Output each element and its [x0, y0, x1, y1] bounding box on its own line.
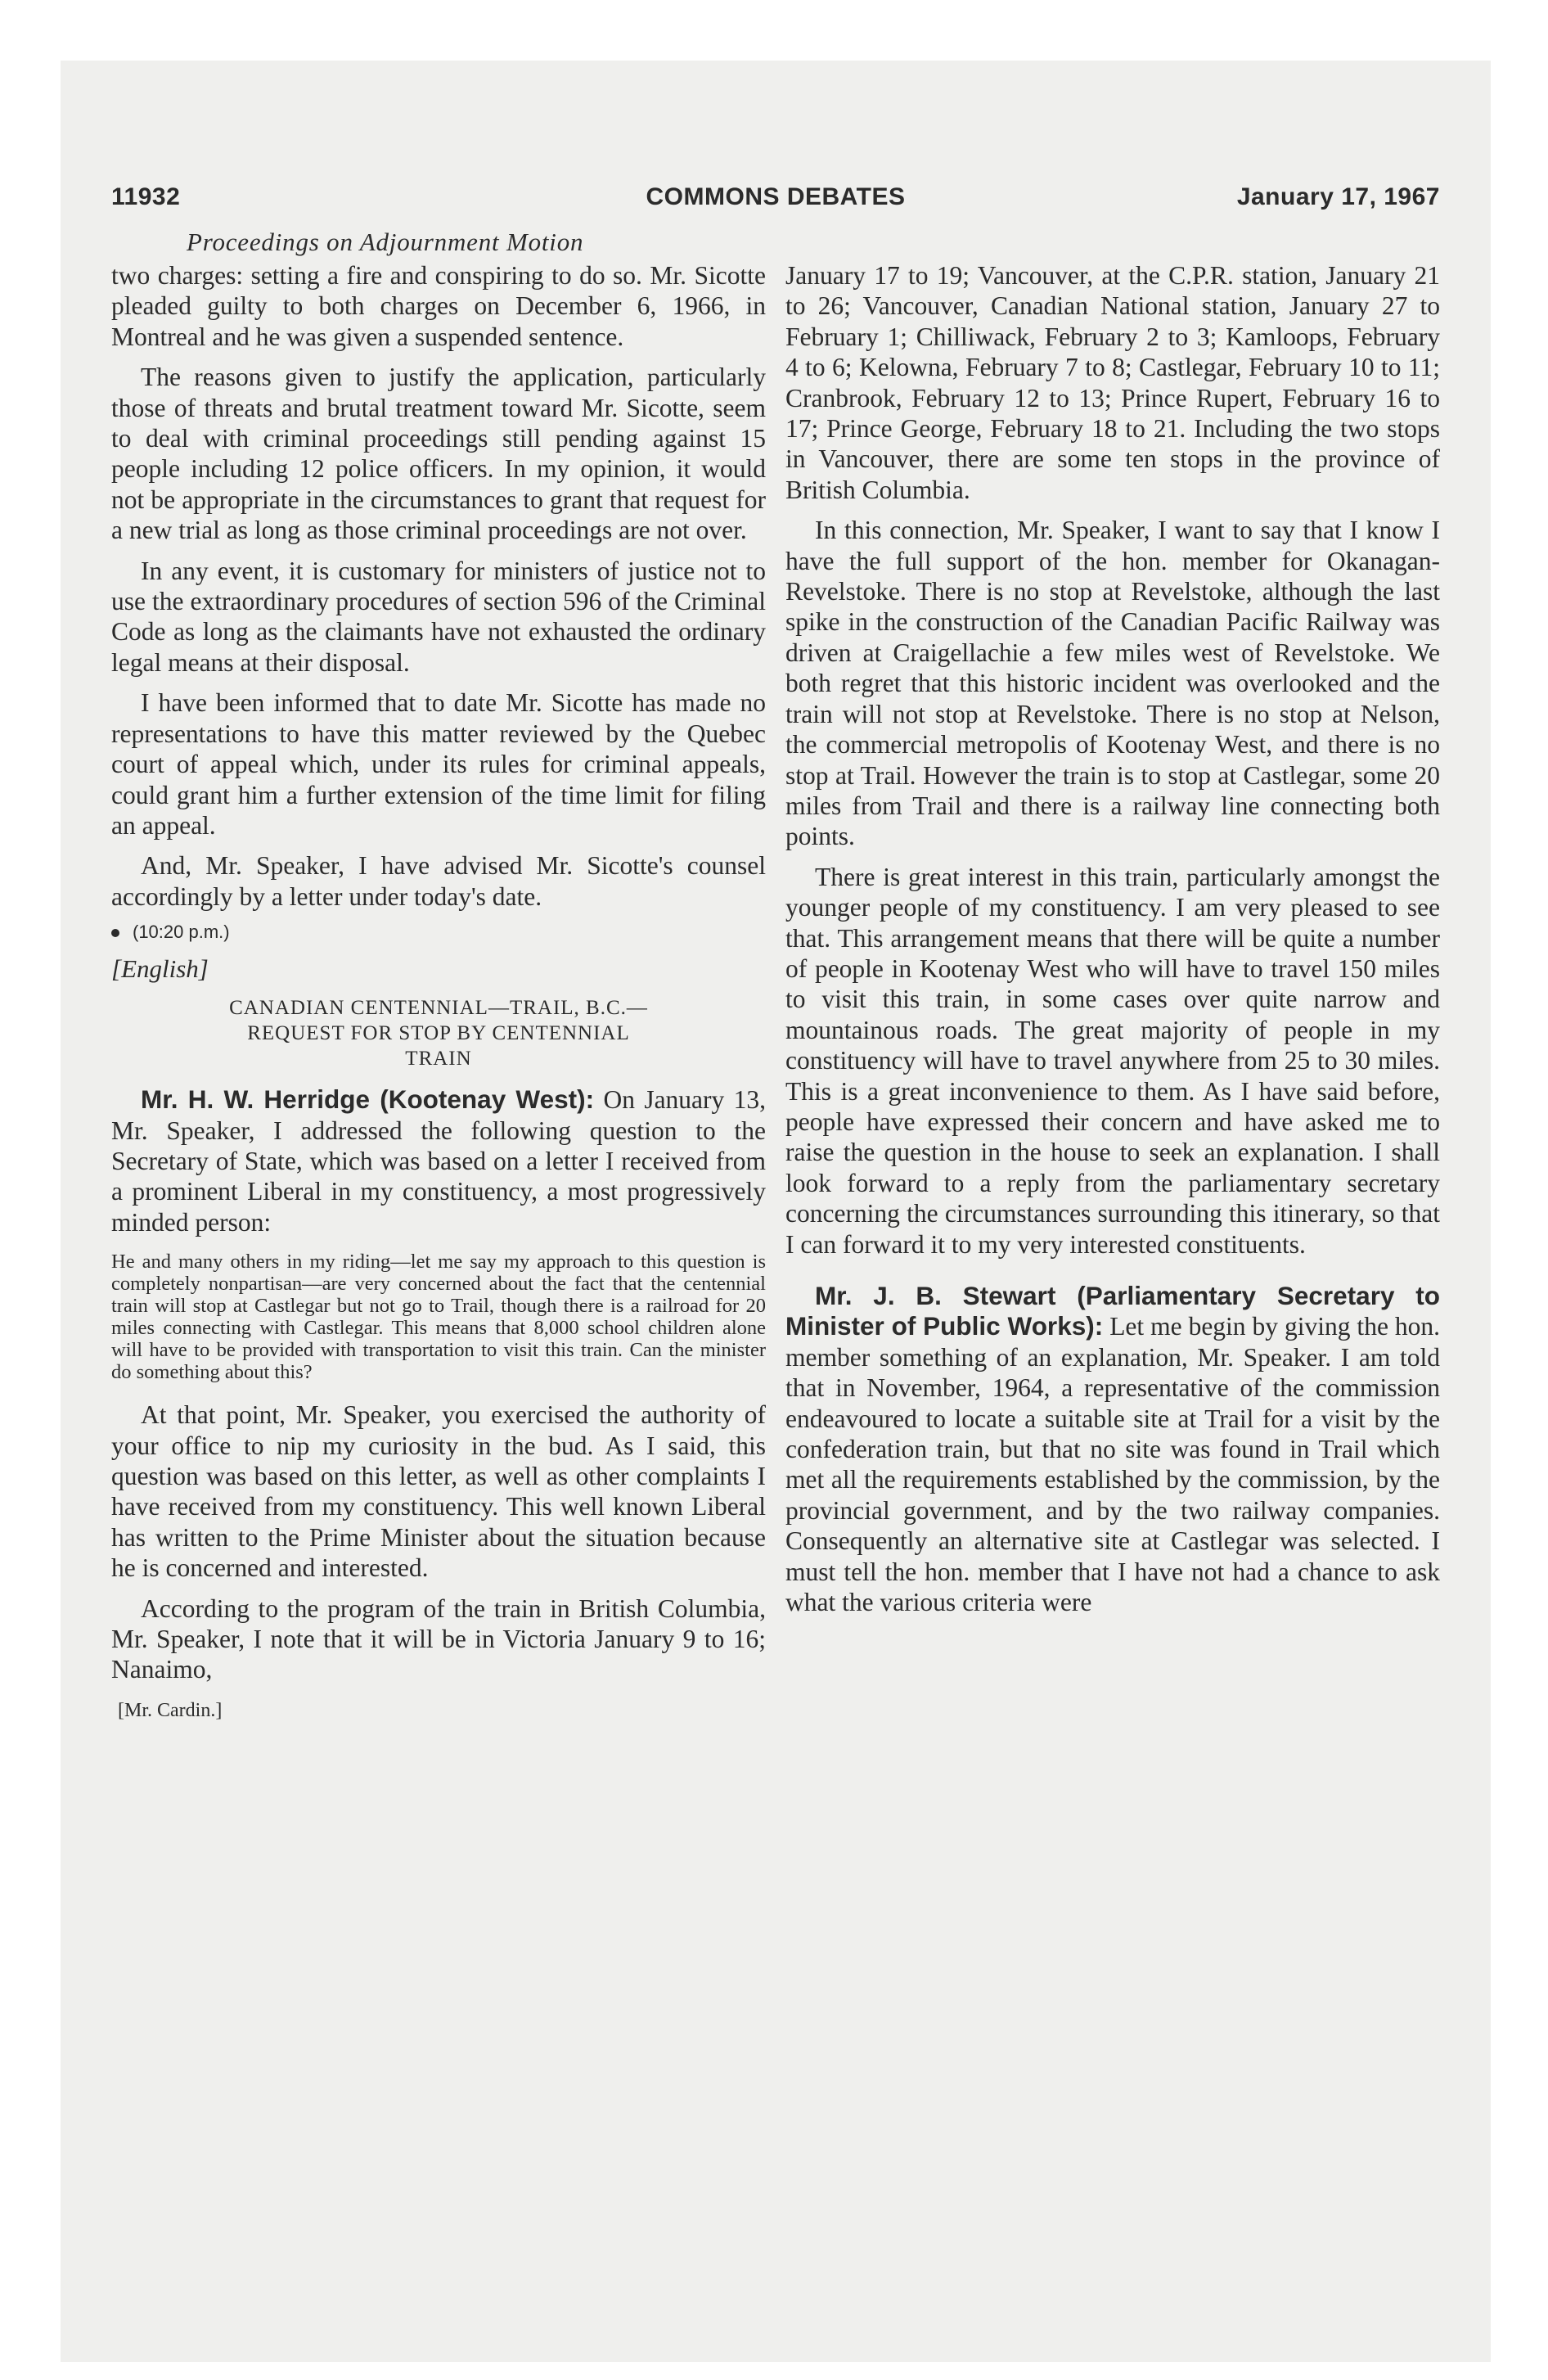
- publication-title: COMMONS DEBATES: [646, 183, 906, 210]
- left-paragraph-3: In any event, it is customary for ministers of justice not to use the extraordinary procedures of section 596 of the Criminal Code as long as the claimants have not exhausted the ordinary legal means at their disposal.: [111, 556, 766, 677]
- speech-text: On January 13, Mr. Speaker, I addressed the following question to the Secretary of State, which was based on a letter I received from a prominent Liberal in my constituency, a most progressively minded person:: [111, 1085, 767, 1237]
- heading-line-1: CANADIAN CENTENNIAL—TRAIL, B.C.—: [229, 997, 648, 1020]
- left-paragraph-8: According to the program of the train in British Columbia, Mr. Speaker, I note that it will be in Victoria January 9 to 16; Nanaimo,: [111, 1593, 766, 1684]
- speaker-name: Mr. J. B. Stewart (Parliamentary Secretary to Minister of Public Works):: [785, 1281, 1440, 1341]
- time-marker: [111, 922, 766, 943]
- section-heading: [111, 995, 766, 1071]
- footer-note: [Mr. Cardin.]: [118, 1699, 223, 1721]
- left-paragraph-5: And, Mr. Speaker, I have advised Mr. Sicotte's counsel accordingly by a letter under today's date.: [111, 851, 766, 911]
- speaker-name: Mr. H. W. Herridge (Kootenay West):: [141, 1084, 595, 1115]
- page-number: 11932: [111, 183, 181, 210]
- quoted-letter: He and many others in my riding—let me say my approach to this question is completely nonpartisan—are very concerned about the fact that the centennial train will stop at Castlegar but not go to Trail, though there is a railroad for 20 miles connecting with Castlegar. This means that 8,000 school children alone will have to be provided with transportation to visit this train. Can the minister do something about this?: [111, 1251, 766, 1384]
- time-text: (10:20 p.m.): [133, 922, 230, 943]
- page-header: [111, 183, 1440, 224]
- left-column: [111, 260, 766, 1722]
- right-paragraph-4: [785, 1281, 1440, 1617]
- page-date: January 17, 1967: [1236, 183, 1440, 210]
- left-paragraph-2: The reasons given to justify the application, particularly those of threats and brutal treatment toward Mr. Sicotte, seem to deal with criminal proceedings still pending against 15 people including 12 police officers. In my opinion, it would not be appropriate in the circumstances to grant that request for a new trial as long as those criminal proceedings are not over.: [111, 363, 766, 545]
- language-marker: [English]: [111, 954, 209, 984]
- left-paragraph-6: [111, 1084, 766, 1237]
- right-paragraph-1: January 17 to 19; Vancouver, at the C.P.R. station, January 21 to 26; Vancouver, Canadian National station, January 27 to February 1; Chilliwack, February 2 to 3; Kamloops, February 4 to 6; Kelowna, February 7 to 8; Castlegar, February 10 to 11; Cranbrook, February 12 to 13; Prince Rupert, February 16 to 17; Prince George, February 18 to 21. Including the two stops in Vancouver, there are some ten stops in the province of British Columbia.: [785, 261, 1440, 504]
- document-page: [111, 183, 1441, 1721]
- heading-line-3: TRAIN: [405, 1048, 472, 1071]
- right-column: [785, 260, 1440, 1627]
- speech-text: Let me begin by giving the hon. member something of an explanation, Mr. Speaker. I am told that in November, 1964, a representative of the commission endeavoured to locate a suitable site at Trail for a visit by the confederation train, but that no site was found in Trail which met all the requirements established by the commission, by the provincial government, and by the two railway companies. Consequently an alternative site at Castlegar was selected. I must tell the hon. member that I have not had a chance to ask what the various criteria were: [785, 1312, 1441, 1617]
- bullet-icon: [111, 929, 119, 937]
- left-paragraph-4: I have been informed that to date Mr. Sicotte has made no representations to have this matter reviewed by the Quebec court of appeal which, under its rules for criminal appeals, could grant him a further extension of the time limit for filing an appeal.: [111, 688, 766, 840]
- heading-line-2: REQUEST FOR STOP BY CENTENNIAL: [247, 1022, 630, 1045]
- right-paragraph-2: In this connection, Mr. Speaker, I want to say that I know I have the full support of the hon. member for Okanagan-Revelstoke. There is no stop at Revelstoke, although the last spike in the construction of the Canadian Pacific Railway was driven at Craigellachie a few miles west of Revelstoke. We both regret that this historic incident was overlooked and the train will not stop at Revelstoke. There is no stop at Nelson, the commercial metropolis of Kootenay West, and there is no stop at Trail. However the train is to stop at Castlegar, some 20 miles from Trail and there is a railway line connecting both points.: [785, 516, 1440, 851]
- left-paragraph-1: two charges: setting a fire and conspiring to do so. Mr. Sicotte pleaded guilty to both charges on December 6, 1966, in Montreal and he was given a suspended sentence.: [111, 261, 766, 351]
- right-paragraph-3: There is great interest in this train, particularly amongst the younger people of my constituency. I am very pleased to see that. This arrangement means that there will be quite a number of people in Kootenay West who will have to travel 150 miles to visit this train, in some cases over quite narrow and mountainous roads. The great majority of people in my constituency will have to travel anywhere from 25 to 30 miles. This is a great inconvenience to them. As I have said before, people have expressed their concern and have asked me to raise the question in the house to seek an explanation. I shall look forward to a reply from the parliamentary secretary concerning the circumstances surrounding this itinerary, so that I can forward it to my very interested constituents.: [785, 862, 1440, 1259]
- left-paragraph-7: At that point, Mr. Speaker, you exercised the authority of your office to nip my curiosity in the bud. As I said, this question was based on this letter, as well as other complaints I have received from my constituency. This well known Liberal has written to the Prime Minister about the situation because he is concerned and interested.: [111, 1400, 766, 1583]
- page-sheet: [61, 61, 1491, 2362]
- section-subheader: Proceedings on Adjournment Motion: [187, 228, 584, 256]
